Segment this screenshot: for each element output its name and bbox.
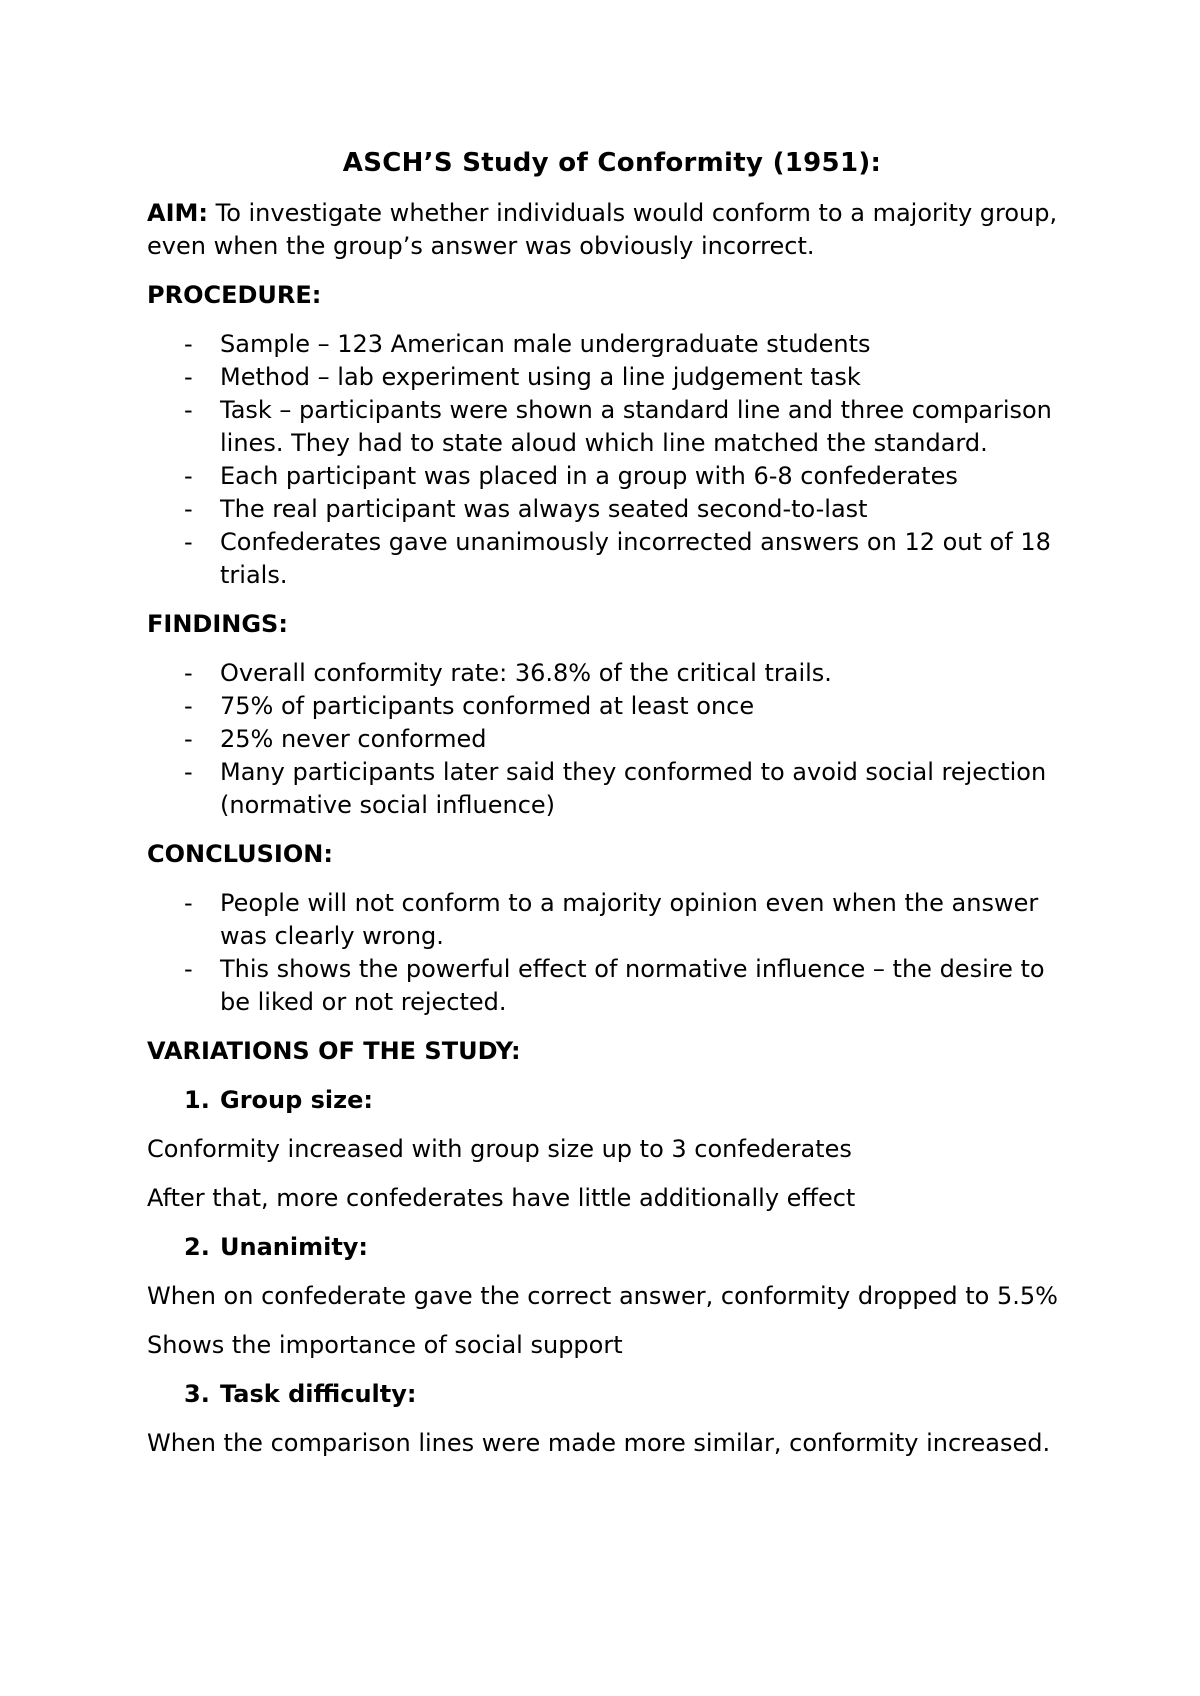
procedure-heading: PROCEDURE: [147,281,322,309]
findings-item: - 25% never conformed [147,723,1077,756]
page-title: ASCH’S Study of Conformity (1951): [342,148,882,178]
variation-paragraph: Conformity increased with group size up to 3 confederates [147,1135,852,1163]
variation-paragraph: Shows the importance of social support [147,1331,623,1359]
procedure-item: - The real participant was always seated second-to-last [147,493,1077,526]
aim-label: AIM: [147,199,208,227]
procedure-list [147,328,1077,592]
variation-paragraph: When the comparison lines were made more similar, conformity increased. [147,1429,1051,1457]
procedure-item: - Confederates gave unanimously incorrected answers on 12 out of 18 trials. [147,526,1077,592]
aim-paragraph [147,197,1077,263]
aim-text: To investigate whether individuals would conform to a majority group, even when the group’s answer was obviously incorrect. [147,199,1058,260]
procedure-item: - Task – participants were shown a standard line and three comparison lines. They had to state aloud which line matched the standard. [147,394,1077,460]
variations-heading: VARIATIONS OF THE STUDY: [147,1037,521,1065]
procedure-item: - Method – lab experiment using a line judgement task [147,361,1077,394]
variation-heading-unanimity [147,1231,1077,1264]
variation-heading-group-size [147,1084,1077,1117]
variation-title: Unanimity: [220,1233,369,1261]
variation-heading-task-difficulty [147,1378,1077,1411]
variation-number: 2. [184,1233,210,1261]
document-body [147,146,1077,1476]
variation-paragraph: When on confederate gave the correct answer, conformity dropped to 5.5% [147,1282,1058,1310]
variation-number: 1. [184,1086,210,1114]
variation-title: Task difficulty: [220,1380,417,1408]
variation-number: 3. [184,1380,210,1408]
procedure-item: - Sample – 123 American male undergraduate students [147,328,1077,361]
variation-title: Group size: [220,1086,373,1114]
conclusion-list [147,887,1077,1019]
conclusion-item: - This shows the powerful effect of normative influence – the desire to be liked or not rejected. [147,953,1077,1019]
procedure-item: - Each participant was placed in a group with 6-8 confederates [147,460,1077,493]
variation-paragraph: After that, more confederates have little additionally effect [147,1184,856,1212]
findings-item: - Many participants later said they conformed to avoid social rejection (normative social influence) [147,756,1077,822]
findings-list [147,657,1077,822]
findings-heading: FINDINGS: [147,610,288,638]
findings-item: - Overall conformity rate: 36.8% of the critical trails. [147,657,1077,690]
conclusion-heading: CONCLUSION: [147,840,333,868]
conclusion-item: - People will not conform to a majority opinion even when the answer was clearly wrong. [147,887,1077,953]
findings-item: - 75% of participants conformed at least once [147,690,1077,723]
